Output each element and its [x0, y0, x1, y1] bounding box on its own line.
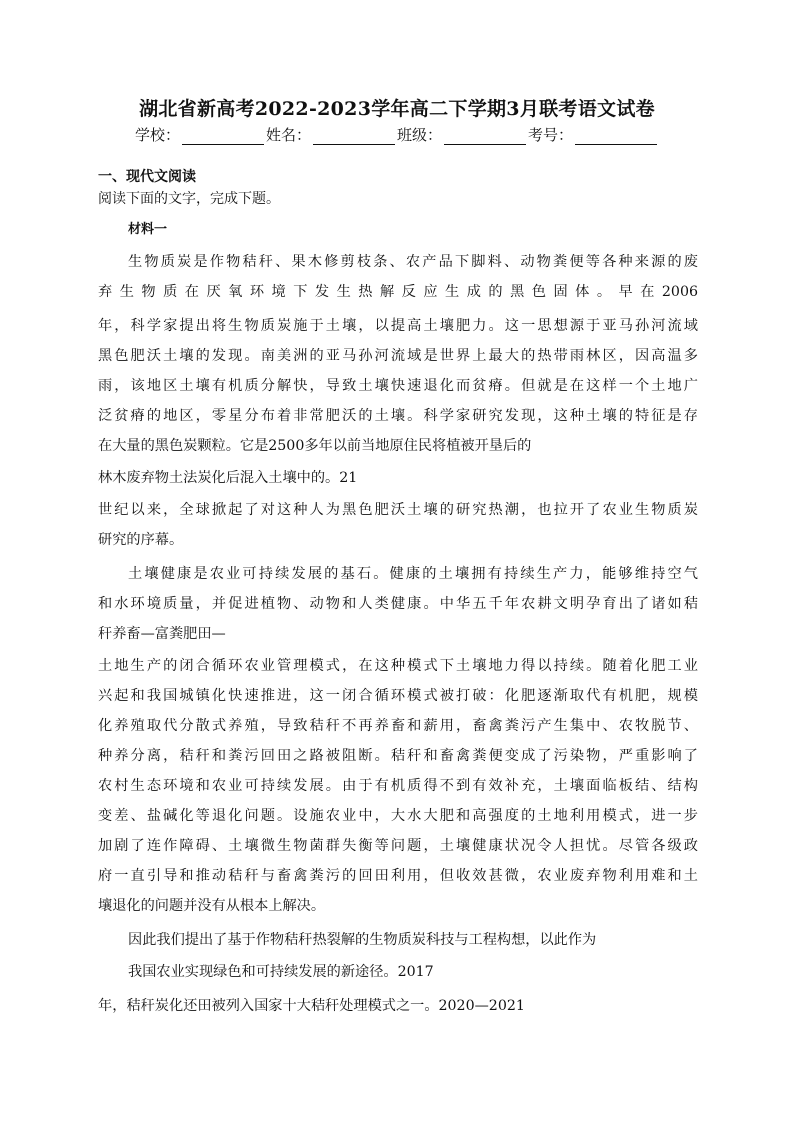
text-line: 府一直引导和推动秸秆与畜禽粪污的回田利用，但收效甚微，农业废弃物利用难和土	[98, 868, 698, 884]
material-label: 材料一	[128, 222, 168, 237]
text-line: 在大量的黑色炭颗粒。它是2500多年以前当地原住民将植被开垦后的	[98, 438, 532, 454]
text-line: 种养分离，秸秆和粪污回田之路被阻断。秸秆和畜禽粪便变成了污染物，严重影响了	[98, 748, 698, 764]
name-blank[interactable]	[313, 129, 395, 145]
student-info-row	[0, 124, 794, 145]
text-line: 生物质炭是作物秸秆、果木修剪枝条、农产品下脚料、动物粪便等各种来源的废	[128, 254, 698, 270]
text-line: 林木废弃物土法炭化后混入土壤中的。21	[98, 470, 358, 486]
school-blank[interactable]	[182, 129, 264, 145]
text-line: 农村生态环境和农业可持续发展。由于有机质得不到有效补充，土壤面临板结、结构	[98, 778, 698, 794]
text-line: 弃生物质在厌氧环境下发生热解反应生成的黑色固体。早在2006	[98, 284, 698, 300]
text-line: 壤退化的问题并没有从根本上解决。	[98, 898, 326, 914]
number-label: 考号：	[528, 126, 574, 144]
exam-title: 湖北省新高考2022-2023学年高二下学期3月联考语文试卷	[139, 98, 655, 120]
text-line: 年，科学家提出将生物质炭施于土壤，以提高土壤肥力。这一思想源于亚马孙河流域	[98, 318, 698, 334]
text-line: 兴起和我国城镇化快速推进，这一闭合循环模式被打破：化肥逐渐取代有机肥，规模	[98, 688, 698, 704]
text-line: 秆养畜—富粪肥田—	[98, 626, 226, 642]
text-line: 世纪以来，全球掀起了对这种人为黑色肥沃土壤的研究热潮，也拉开了农业生物质炭	[98, 502, 698, 518]
text-line: 加剧了连作障碍、土壤微生物菌群失衡等问题，土壤健康状况令人担忧。尽管各级政	[98, 838, 698, 854]
class-label: 班级：	[397, 126, 443, 144]
text-line: 和水环境质量，并促进植物、动物和人类健康。中华五千年农耕文明孕育出了诸如秸	[98, 596, 698, 612]
text-line: 我国农业实现绿色和可持续发展的新途径。2017	[128, 964, 434, 980]
class-blank[interactable]	[444, 129, 526, 145]
text-line: 研究的序幕。	[98, 532, 184, 548]
section-heading: 一、现代文阅读	[98, 169, 196, 185]
school-label: 学校：	[134, 126, 180, 144]
text-line: 雨，该地区土壤有机质分解快，导致土壤快速退化而贫瘠。但就是在这样一个土地广	[98, 378, 698, 394]
text-line: 因此我们提出了基于作物秸秆热裂解的生物质炭科技与工程构想，以此作为	[128, 932, 597, 948]
text-line: 变差、盐碱化等退化问题。设施农业中，大水大肥和高强度的土地利用模式，进一步	[98, 808, 698, 824]
text-line: 化养殖取代分散式养殖，导致秸秆不再养畜和薪用，畜禽粪污产生集中、农牧脱节、	[98, 718, 698, 734]
text-line: 黑色肥沃土壤的发现。南美洲的亚马孙河流域是世界上最大的热带雨林区，因高温多	[98, 348, 698, 364]
section-instruction: 阅读下面的文字，完成下题。	[98, 191, 280, 207]
number-blank[interactable]	[575, 129, 657, 145]
text-line: 年，秸秆炭化还田被列入国家十大秸秆处理模式之一。2020—2021	[98, 998, 525, 1014]
name-label: 姓名：	[265, 126, 311, 144]
text-line: 泛贫瘠的地区，零星分布着非常肥沃的土壤。科学家研究发现，这种土壤的特征是存	[98, 408, 698, 424]
text-line: 土地生产的闭合循环农业管理模式，在这种模式下土壤地力得以持续。随着化肥工业	[98, 658, 698, 674]
text-line: 土壤健康是农业可持续发展的基石。健康的土壤拥有持续生产力，能够维持空气	[128, 566, 698, 582]
